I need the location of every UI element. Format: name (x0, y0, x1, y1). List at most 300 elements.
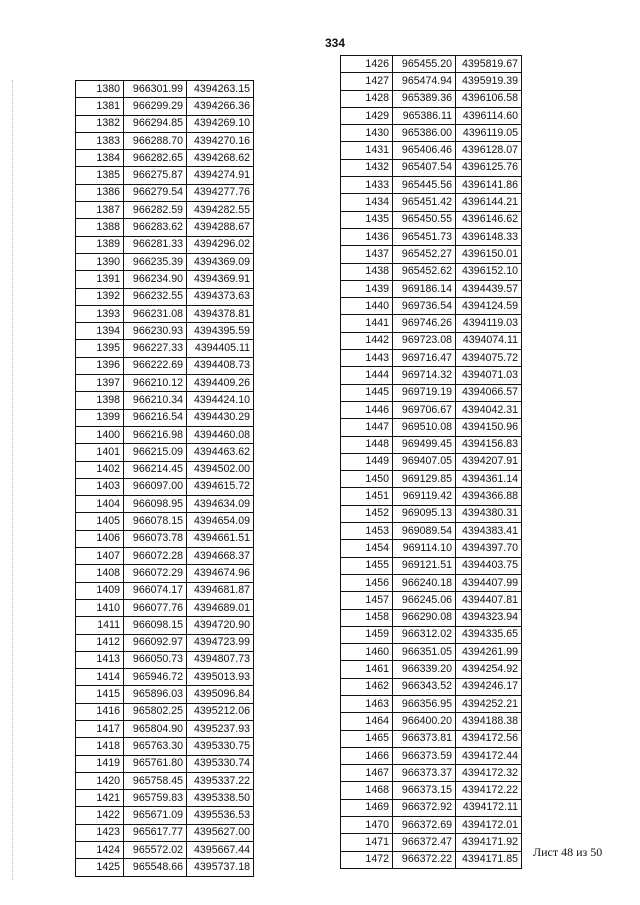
x-coordinate-cell: 966279.54 (124, 184, 187, 201)
point-number-cell: 1449 (341, 453, 393, 470)
table-row (76, 375, 254, 392)
table-row (341, 263, 522, 280)
x-coordinate-cell: 965386.00 (393, 125, 456, 142)
table-row (76, 859, 254, 876)
table-row (341, 211, 522, 228)
point-number-cell: 1417 (76, 720, 124, 737)
point-number-cell: 1472 (341, 851, 393, 868)
y-coordinate-cell: 4395337.22 (187, 772, 254, 789)
y-coordinate-cell: 4396152.10 (456, 263, 522, 280)
x-coordinate-cell: 969129.85 (393, 471, 456, 488)
table-row (341, 505, 522, 522)
point-number-cell: 1423 (76, 824, 124, 841)
y-coordinate-cell: 4394282.55 (187, 202, 254, 219)
table-row (341, 523, 522, 540)
point-number-cell: 1421 (76, 790, 124, 807)
y-coordinate-cell: 4394075.72 (456, 350, 522, 367)
point-number-cell: 1420 (76, 772, 124, 789)
x-coordinate-cell: 966073.78 (124, 530, 187, 547)
point-number-cell: 1461 (341, 661, 393, 678)
point-number-cell: 1391 (76, 271, 124, 288)
table-row (76, 807, 254, 824)
table-row (76, 496, 254, 513)
y-coordinate-cell: 4394383.41 (456, 523, 522, 540)
table-row (341, 730, 522, 747)
table-row (76, 530, 254, 547)
table-row (76, 444, 254, 461)
x-coordinate-cell: 966282.59 (124, 202, 187, 219)
y-coordinate-cell: 4394463.62 (187, 444, 254, 461)
x-coordinate-cell: 965804.90 (124, 720, 187, 737)
table-row (76, 426, 254, 443)
x-coordinate-cell: 966230.93 (124, 323, 187, 340)
x-coordinate-cell: 966216.98 (124, 426, 187, 443)
point-number-cell: 1451 (341, 488, 393, 505)
y-coordinate-cell: 4394277.76 (187, 184, 254, 201)
table-row (76, 219, 254, 236)
table-row (341, 125, 522, 142)
x-coordinate-cell: 965389.36 (393, 90, 456, 107)
x-coordinate-cell: 966288.70 (124, 132, 187, 149)
x-coordinate-cell: 966097.00 (124, 478, 187, 495)
table-row (76, 253, 254, 270)
point-number-cell: 1426 (341, 56, 393, 73)
table-row (341, 609, 522, 626)
table-row (76, 236, 254, 253)
x-coordinate-cell: 965451.73 (393, 228, 456, 245)
coordinates-table-left-body (76, 81, 254, 877)
x-coordinate-cell: 966283.62 (124, 219, 187, 236)
y-coordinate-cell: 4394409.26 (187, 375, 254, 392)
x-coordinate-cell: 966373.15 (393, 782, 456, 799)
table-row (341, 246, 522, 263)
point-number-cell: 1458 (341, 609, 393, 626)
y-coordinate-cell: 4394188.38 (456, 713, 522, 730)
y-coordinate-cell: 4394720.90 (187, 617, 254, 634)
x-coordinate-cell: 969095.13 (393, 505, 456, 522)
y-coordinate-cell: 4394263.15 (187, 81, 254, 98)
y-coordinate-cell: 4394373.63 (187, 288, 254, 305)
table-row (76, 565, 254, 582)
x-coordinate-cell: 966234.90 (124, 271, 187, 288)
y-coordinate-cell: 4394066.57 (456, 384, 522, 401)
point-number-cell: 1444 (341, 367, 393, 384)
x-coordinate-cell: 966240.18 (393, 574, 456, 591)
x-coordinate-cell: 965572.02 (124, 842, 187, 859)
table-row (76, 651, 254, 668)
x-coordinate-cell: 969499.45 (393, 436, 456, 453)
point-number-cell: 1389 (76, 236, 124, 253)
x-coordinate-cell: 965451.42 (393, 194, 456, 211)
table-row (76, 772, 254, 789)
y-coordinate-cell: 4395667.44 (187, 842, 254, 859)
table-row (341, 574, 522, 591)
table-row (341, 557, 522, 574)
page-number: 334 (325, 36, 346, 50)
table-row (76, 98, 254, 115)
x-coordinate-cell: 965406.46 (393, 142, 456, 159)
table-row (76, 842, 254, 859)
x-coordinate-cell: 965802.25 (124, 703, 187, 720)
point-number-cell: 1470 (341, 817, 393, 834)
x-coordinate-cell: 966050.73 (124, 651, 187, 668)
table-row (341, 90, 522, 107)
table-row (76, 288, 254, 305)
y-coordinate-cell: 4394335.65 (456, 626, 522, 643)
table-row (76, 167, 254, 184)
y-coordinate-cell: 4395013.93 (187, 669, 254, 686)
y-coordinate-cell: 4394119.03 (456, 315, 522, 332)
point-number-cell: 1456 (341, 574, 393, 591)
x-coordinate-cell: 965452.27 (393, 246, 456, 263)
y-coordinate-cell: 4394661.51 (187, 530, 254, 547)
y-coordinate-cell: 4396141.86 (456, 177, 522, 194)
table-row (341, 401, 522, 418)
y-coordinate-cell: 4394502.00 (187, 461, 254, 478)
table-row (76, 357, 254, 374)
y-coordinate-cell: 4394408.73 (187, 357, 254, 374)
y-coordinate-cell: 4395212.06 (187, 703, 254, 720)
x-coordinate-cell: 965759.83 (124, 790, 187, 807)
table-row (341, 350, 522, 367)
y-coordinate-cell: 4394654.09 (187, 513, 254, 530)
x-coordinate-cell: 966092.97 (124, 634, 187, 651)
table-row (341, 540, 522, 557)
x-coordinate-cell: 966301.99 (124, 81, 187, 98)
x-coordinate-cell: 966098.95 (124, 496, 187, 513)
point-number-cell: 1445 (341, 384, 393, 401)
x-coordinate-cell: 966281.33 (124, 236, 187, 253)
x-coordinate-cell: 966072.28 (124, 548, 187, 565)
table-row (76, 790, 254, 807)
table-row (341, 799, 522, 816)
y-coordinate-cell: 4395096.84 (187, 686, 254, 703)
point-number-cell: 1452 (341, 505, 393, 522)
point-number-cell: 1463 (341, 695, 393, 712)
table-row (341, 384, 522, 401)
x-coordinate-cell: 969186.14 (393, 280, 456, 297)
table-row (76, 132, 254, 149)
y-coordinate-cell: 4394042.31 (456, 401, 522, 418)
x-coordinate-cell: 966290.08 (393, 609, 456, 626)
point-number-cell: 1450 (341, 471, 393, 488)
point-number-cell: 1409 (76, 582, 124, 599)
point-number-cell: 1434 (341, 194, 393, 211)
x-coordinate-cell: 966210.34 (124, 392, 187, 409)
point-number-cell: 1388 (76, 219, 124, 236)
y-coordinate-cell: 4394403.75 (456, 557, 522, 574)
x-coordinate-cell: 966373.59 (393, 747, 456, 764)
y-coordinate-cell: 4396114.60 (456, 107, 522, 124)
table-row (76, 478, 254, 495)
table-row (76, 703, 254, 720)
x-coordinate-cell: 966299.29 (124, 98, 187, 115)
y-coordinate-cell: 4394172.32 (456, 765, 522, 782)
x-coordinate-cell: 969714.32 (393, 367, 456, 384)
y-coordinate-cell: 4396125.76 (456, 159, 522, 176)
x-coordinate-cell: 969119.42 (393, 488, 456, 505)
x-coordinate-cell: 965617.77 (124, 824, 187, 841)
table-row (341, 782, 522, 799)
point-number-cell: 1382 (76, 115, 124, 132)
y-coordinate-cell: 4394424.10 (187, 392, 254, 409)
point-number-cell: 1453 (341, 523, 393, 540)
point-number-cell: 1386 (76, 184, 124, 201)
table-row (341, 488, 522, 505)
y-coordinate-cell: 4394268.62 (187, 150, 254, 167)
x-coordinate-cell: 966210.12 (124, 375, 187, 392)
x-coordinate-cell: 966400.20 (393, 713, 456, 730)
table-row (341, 661, 522, 678)
point-number-cell: 1430 (341, 125, 393, 142)
y-coordinate-cell: 4394171.92 (456, 834, 522, 851)
y-coordinate-cell: 4396146.62 (456, 211, 522, 228)
table-row (341, 436, 522, 453)
table-row (341, 713, 522, 730)
table-row (341, 851, 522, 868)
point-number-cell: 1465 (341, 730, 393, 747)
point-number-cell: 1468 (341, 782, 393, 799)
table-row (76, 305, 254, 322)
table-row (341, 592, 522, 609)
point-number-cell: 1383 (76, 132, 124, 149)
x-coordinate-cell: 969407.05 (393, 453, 456, 470)
x-coordinate-cell: 966356.95 (393, 695, 456, 712)
x-coordinate-cell: 966231.08 (124, 305, 187, 322)
point-number-cell: 1428 (341, 90, 393, 107)
point-number-cell: 1407 (76, 548, 124, 565)
x-coordinate-cell: 965671.09 (124, 807, 187, 824)
point-number-cell: 1455 (341, 557, 393, 574)
point-number-cell: 1392 (76, 288, 124, 305)
point-number-cell: 1439 (341, 280, 393, 297)
y-coordinate-cell: 4394172.22 (456, 782, 522, 799)
y-coordinate-cell: 4396106.58 (456, 90, 522, 107)
x-coordinate-cell: 966339.20 (393, 661, 456, 678)
y-coordinate-cell: 4395330.75 (187, 738, 254, 755)
x-coordinate-cell: 965455.20 (393, 56, 456, 73)
table-row (76, 548, 254, 565)
table-row (341, 817, 522, 834)
y-coordinate-cell: 4394439.57 (456, 280, 522, 297)
y-coordinate-cell: 4394323.94 (456, 609, 522, 626)
table-row (76, 340, 254, 357)
point-number-cell: 1469 (341, 799, 393, 816)
coordinates-table-left (75, 80, 254, 877)
point-number-cell: 1397 (76, 375, 124, 392)
point-number-cell: 1401 (76, 444, 124, 461)
x-coordinate-cell: 966372.22 (393, 851, 456, 868)
table-row (76, 669, 254, 686)
y-coordinate-cell: 4394254.92 (456, 661, 522, 678)
x-coordinate-cell: 965450.55 (393, 211, 456, 228)
point-number-cell: 1427 (341, 73, 393, 90)
point-number-cell: 1402 (76, 461, 124, 478)
y-coordinate-cell: 4394395.59 (187, 323, 254, 340)
y-coordinate-cell: 4396128.07 (456, 142, 522, 159)
x-coordinate-cell: 965761.80 (124, 755, 187, 772)
point-number-cell: 1390 (76, 253, 124, 270)
table-row (76, 81, 254, 98)
x-coordinate-cell: 969706.67 (393, 401, 456, 418)
point-number-cell: 1429 (341, 107, 393, 124)
y-coordinate-cell: 4394405.11 (187, 340, 254, 357)
y-coordinate-cell: 4394407.81 (456, 592, 522, 609)
y-coordinate-cell: 4394378.81 (187, 305, 254, 322)
table-row (76, 409, 254, 426)
y-coordinate-cell: 4395919.39 (456, 73, 522, 90)
margin-binding-dots (12, 80, 14, 880)
coordinates-table-right-body (341, 56, 522, 869)
table-row (76, 271, 254, 288)
table-row (341, 367, 522, 384)
point-number-cell: 1410 (76, 599, 124, 616)
point-number-cell: 1443 (341, 350, 393, 367)
x-coordinate-cell: 966215.09 (124, 444, 187, 461)
table-row (76, 686, 254, 703)
x-coordinate-cell: 966216.54 (124, 409, 187, 426)
table-row (76, 323, 254, 340)
table-row (76, 738, 254, 755)
table-row (341, 315, 522, 332)
point-number-cell: 1466 (341, 747, 393, 764)
table-row (341, 56, 522, 73)
point-number-cell: 1414 (76, 669, 124, 686)
point-number-cell: 1404 (76, 496, 124, 513)
point-number-cell: 1447 (341, 419, 393, 436)
x-coordinate-cell: 966098.15 (124, 617, 187, 634)
y-coordinate-cell: 4394269.10 (187, 115, 254, 132)
y-coordinate-cell: 4394723.99 (187, 634, 254, 651)
x-coordinate-cell: 969736.54 (393, 298, 456, 315)
y-coordinate-cell: 4394246.17 (456, 678, 522, 695)
x-coordinate-cell: 966372.47 (393, 834, 456, 851)
y-coordinate-cell: 4394124.59 (456, 298, 522, 315)
table-row (341, 298, 522, 315)
point-number-cell: 1433 (341, 177, 393, 194)
point-number-cell: 1381 (76, 98, 124, 115)
y-coordinate-cell: 4396144.21 (456, 194, 522, 211)
y-coordinate-cell: 4394634.09 (187, 496, 254, 513)
table-row (341, 332, 522, 349)
point-number-cell: 1459 (341, 626, 393, 643)
point-number-cell: 1403 (76, 478, 124, 495)
x-coordinate-cell: 969719.19 (393, 384, 456, 401)
y-coordinate-cell: 4394369.09 (187, 253, 254, 270)
x-coordinate-cell: 966072.29 (124, 565, 187, 582)
table-row (341, 765, 522, 782)
table-row (341, 419, 522, 436)
x-coordinate-cell: 965474.94 (393, 73, 456, 90)
table-row (76, 617, 254, 634)
table-row (341, 453, 522, 470)
y-coordinate-cell: 4396150.01 (456, 246, 522, 263)
point-number-cell: 1416 (76, 703, 124, 720)
sheet-label: Лист 48 из 50 (533, 845, 603, 859)
table-row (76, 824, 254, 841)
table-row (76, 755, 254, 772)
point-number-cell: 1446 (341, 401, 393, 418)
table-row (76, 513, 254, 530)
table-row (341, 280, 522, 297)
y-coordinate-cell: 4394615.72 (187, 478, 254, 495)
point-number-cell: 1385 (76, 167, 124, 184)
x-coordinate-cell: 965452.62 (393, 263, 456, 280)
y-coordinate-cell: 4394172.01 (456, 817, 522, 834)
point-number-cell: 1457 (341, 592, 393, 609)
x-coordinate-cell: 966214.45 (124, 461, 187, 478)
y-coordinate-cell: 4394171.85 (456, 851, 522, 868)
table-row (76, 461, 254, 478)
x-coordinate-cell: 966078.15 (124, 513, 187, 530)
y-coordinate-cell: 4394172.44 (456, 747, 522, 764)
point-number-cell: 1424 (76, 842, 124, 859)
point-number-cell: 1411 (76, 617, 124, 634)
x-coordinate-cell: 966227.33 (124, 340, 187, 357)
x-coordinate-cell: 965946.72 (124, 669, 187, 686)
y-coordinate-cell: 4394369.91 (187, 271, 254, 288)
y-coordinate-cell: 4394270.16 (187, 132, 254, 149)
x-coordinate-cell: 966372.92 (393, 799, 456, 816)
x-coordinate-cell: 969114.10 (393, 540, 456, 557)
y-coordinate-cell: 4394172.56 (456, 730, 522, 747)
table-row (341, 695, 522, 712)
x-coordinate-cell: 965445.56 (393, 177, 456, 194)
point-number-cell: 1380 (76, 81, 124, 98)
table-row (341, 471, 522, 488)
point-number-cell: 1438 (341, 263, 393, 280)
x-coordinate-cell: 966222.69 (124, 357, 187, 374)
point-number-cell: 1464 (341, 713, 393, 730)
y-coordinate-cell: 4394274.91 (187, 167, 254, 184)
point-number-cell: 1462 (341, 678, 393, 695)
y-coordinate-cell: 4394156.83 (456, 436, 522, 453)
table-row (341, 626, 522, 643)
x-coordinate-cell: 966275.87 (124, 167, 187, 184)
x-coordinate-cell: 969121.51 (393, 557, 456, 574)
table-row (341, 228, 522, 245)
point-number-cell: 1393 (76, 305, 124, 322)
coordinates-table-right (340, 55, 522, 869)
y-coordinate-cell: 4394380.31 (456, 505, 522, 522)
y-coordinate-cell: 4395819.67 (456, 56, 522, 73)
point-number-cell: 1413 (76, 651, 124, 668)
x-coordinate-cell: 969746.26 (393, 315, 456, 332)
point-number-cell: 1384 (76, 150, 124, 167)
point-number-cell: 1460 (341, 644, 393, 661)
x-coordinate-cell: 966372.69 (393, 817, 456, 834)
x-coordinate-cell: 966232.55 (124, 288, 187, 305)
table-row (76, 115, 254, 132)
table-row (76, 582, 254, 599)
point-number-cell: 1419 (76, 755, 124, 772)
y-coordinate-cell: 4394674.96 (187, 565, 254, 582)
y-coordinate-cell: 4394361.14 (456, 471, 522, 488)
table-row (76, 720, 254, 737)
x-coordinate-cell: 969510.08 (393, 419, 456, 436)
point-number-cell: 1394 (76, 323, 124, 340)
point-number-cell: 1467 (341, 765, 393, 782)
x-coordinate-cell: 966077.76 (124, 599, 187, 616)
point-number-cell: 1448 (341, 436, 393, 453)
table-row (76, 634, 254, 651)
x-coordinate-cell: 969716.47 (393, 350, 456, 367)
x-coordinate-cell: 966074.17 (124, 582, 187, 599)
point-number-cell: 1431 (341, 142, 393, 159)
point-number-cell: 1408 (76, 565, 124, 582)
table-row (76, 202, 254, 219)
y-coordinate-cell: 4394397.70 (456, 540, 522, 557)
